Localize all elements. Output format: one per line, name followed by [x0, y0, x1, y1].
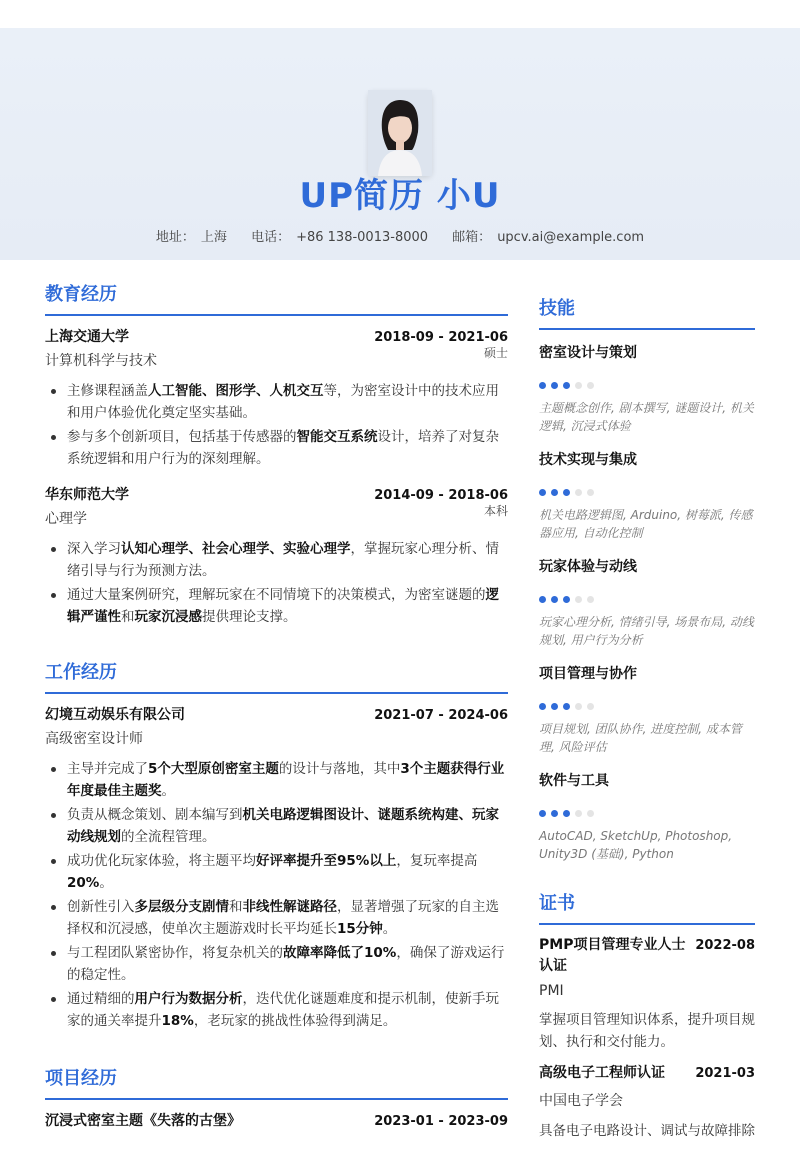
skills-title: 技能: [539, 294, 755, 330]
work-section: [45, 658, 508, 1032]
level-dot: [587, 810, 594, 817]
bold-text: 人工智能、图形学、人机交互: [148, 383, 324, 399]
bold-text: 5个大型原创密室主题: [148, 761, 279, 777]
certificates-title: 证书: [539, 889, 755, 925]
level-dot: [551, 382, 558, 389]
major-name: 计算机科学与技术: [45, 353, 157, 369]
entry-head: [45, 704, 508, 724]
skill-level-dots: [539, 382, 755, 389]
profile-photo: [368, 90, 432, 176]
degree-label: 本科: [483, 504, 508, 518]
bullet-item: 参与多个创新项目，包括基于传感器的智能交互系统设计，培养了对复杂系统逻辑和用户行为的深刻理解。: [45, 426, 508, 470]
contact-address: 地址： 上海: [155, 230, 227, 245]
skill-item: [539, 556, 755, 649]
level-dot: [575, 489, 582, 496]
entry-date: 2021-07 - 2024-06: [374, 708, 508, 723]
level-dot: [539, 810, 546, 817]
certificate-item: [539, 1063, 755, 1142]
bullet-item: 主修课程涵盖人工智能、图形学、人机交互等，为密室设计中的技术应用和用户体验优化奠定坚实基础。: [45, 380, 508, 424]
level-dot: [575, 596, 582, 603]
bold-text: 玩家沉浸感: [134, 609, 202, 625]
bullet-list: [45, 758, 508, 1032]
level-dot: [539, 596, 546, 603]
bullet-item: 成功优化玩家体验，将主题平均好评率提升至95%以上，复玩率提高20%。: [45, 850, 508, 894]
level-dot: [575, 703, 582, 710]
major-name: 心理学: [45, 511, 87, 527]
bullet-list: [45, 380, 508, 470]
skill-name: 玩家体验与动线: [539, 559, 637, 575]
certificate-description: 具备电子电路设计、调试与故障排除: [539, 1123, 755, 1139]
entry-sub: [45, 728, 508, 748]
bold-text: 用户行为数据分析: [134, 991, 243, 1007]
left-column: [45, 280, 508, 1144]
bold-text: 故障率降低了10%: [283, 945, 397, 961]
bold-text: 认知心理学、社会心理学、实验心理学: [121, 541, 351, 557]
bullet-item: 负责从概念策划、剧本编写到机关电路逻辑图设计、谜题系统构建、玩家动线规划的全流程管理。: [45, 804, 508, 848]
skill-item: [539, 342, 755, 435]
certificate-description: 掌握项目管理知识体系，提升项目规划、执行和交付能力。: [539, 1012, 755, 1050]
project-name: 沉浸式密室主题《失落的古堡》: [45, 1113, 241, 1129]
level-dot: [587, 489, 594, 496]
education-section: [45, 280, 508, 628]
certificate-name: 高级电子工程师认证: [539, 1065, 665, 1081]
contact-email: 邮箱： upcv.ai@example.com: [452, 230, 645, 245]
project-entry: [45, 1110, 508, 1130]
cert-head: [539, 935, 755, 977]
skill-description: 主题概念创作, 剧本撰写, 谜题设计, 机关逻辑, 沉浸式体验: [539, 401, 754, 433]
entry-head: [45, 484, 508, 504]
level-dot: [539, 489, 546, 496]
certificate-item: [539, 935, 755, 1053]
skill-level-dots: [539, 810, 755, 817]
level-dot: [539, 703, 546, 710]
certificate-date: 2022-08: [695, 938, 755, 953]
level-dot: [575, 382, 582, 389]
level-dot: [551, 596, 558, 603]
level-dot: [551, 703, 558, 710]
skills-section: [539, 294, 755, 863]
level-dot: [587, 703, 594, 710]
bold-text: 20%: [67, 875, 100, 891]
skill-level-dots: [539, 596, 755, 603]
level-dot: [551, 489, 558, 496]
bullet-item: 通过精细的用户行为数据分析，迭代优化谜题难度和提示机制，使新手玩家的通关率提升18%，老玩家的挑战性体验得到满足。: [45, 988, 508, 1032]
contact-phone: 电话： +86 138-0013-8000: [251, 230, 429, 245]
certificate-issuer: 中国电子学会: [539, 1093, 623, 1109]
certificate-name: PMP项目管理专业人士认证: [539, 937, 686, 974]
bold-text: 多层级分支剧情: [134, 899, 229, 915]
bullet-list: [45, 538, 508, 628]
skill-description: AutoCAD, SketchUp, Photoshop, Unity3D (基础), Python: [539, 829, 733, 861]
projects-title: 项目经历: [45, 1064, 508, 1100]
certificate-date: 2021-03: [695, 1066, 755, 1081]
candidate-name: UP简历 小U: [299, 176, 501, 216]
bold-text: 非线性解谜路径: [242, 899, 337, 915]
entry-sub: [45, 504, 508, 528]
level-dot: [563, 703, 570, 710]
cert-head: [539, 1063, 755, 1084]
level-dot: [587, 596, 594, 603]
skill-level-dots: [539, 703, 755, 710]
right-column: [539, 294, 755, 1152]
job-role: 高级密室设计师: [45, 731, 143, 747]
school-name: 上海交通大学: [45, 329, 129, 345]
bold-text: 机关电路逻辑图设计、谜题系统构建、玩家动线规划: [67, 807, 499, 845]
bold-text: 15分钟: [337, 921, 383, 937]
entry-head: [45, 326, 508, 346]
entry-sub: [45, 346, 508, 370]
level-dot: [587, 382, 594, 389]
skill-item: [539, 449, 755, 542]
entry-date: 2014-09 - 2018-06: [374, 488, 508, 503]
bullet-item: 创新性引入多层级分支剧情和非线性解谜路径，显著增强了玩家的自主选择权和沉浸感，使单次主题游戏时长平均延长15分钟。: [45, 896, 508, 940]
certificates-section: [539, 889, 755, 1142]
degree-label: 硕士: [483, 346, 508, 360]
bold-text: 好评率提升至95%以上: [256, 853, 397, 869]
bullet-item: 主导并完成了5个大型原创密室主题的设计与落地，其中3个主题获得行业年度最佳主题奖。: [45, 758, 508, 802]
bullet-item: 通过大量案例研究，理解玩家在不同情境下的决策模式，为密室谜题的逻辑严谨性和玩家沉浸感提供理论支撑。: [45, 584, 508, 628]
education-entry: [45, 326, 508, 470]
company-name: 幻境互动娱乐有限公司: [45, 707, 185, 723]
work-entry: [45, 704, 508, 1032]
education-entry: [45, 484, 508, 628]
skill-item: [539, 770, 755, 863]
work-title: 工作经历: [45, 658, 508, 694]
skill-description: 玩家心理分析, 情绪引导, 场景布局, 动线规划, 用户行为分析: [539, 615, 754, 647]
projects-section: [45, 1064, 508, 1130]
level-dot: [563, 810, 570, 817]
entry-date: 2023-01 - 2023-09: [374, 1114, 508, 1129]
level-dot: [563, 596, 570, 603]
skill-name: 密室设计与策划: [539, 345, 637, 361]
level-dot: [563, 382, 570, 389]
bold-text: 智能交互系统: [296, 429, 378, 445]
skill-name: 软件与工具: [539, 773, 609, 789]
skill-description: 机关电路逻辑图, Arduino, 树莓派, 传感器应用, 自动化控制: [539, 508, 753, 540]
school-name: 华东师范大学: [45, 487, 129, 503]
certificate-issuer: PMI: [539, 983, 564, 999]
contact-info: [0, 226, 800, 245]
level-dot: [539, 382, 546, 389]
level-dot: [551, 810, 558, 817]
skill-item: [539, 663, 755, 756]
education-title: 教育经历: [45, 280, 508, 316]
entry-date: 2018-09 - 2021-06: [374, 330, 508, 345]
entry-head: [45, 1110, 508, 1130]
skill-name: 技术实现与集成: [539, 452, 637, 468]
level-dot: [575, 810, 582, 817]
bold-text: 逻辑严谨性: [67, 587, 499, 625]
skill-name: 项目管理与协作: [539, 666, 637, 682]
bullet-item: 与工程团队紧密协作，将复杂机关的故障率降低了10%，确保了游戏运行的稳定性。: [45, 942, 508, 986]
avatar-icon: [368, 90, 432, 176]
skill-level-dots: [539, 489, 755, 496]
level-dot: [563, 489, 570, 496]
skill-description: 项目规划, 团队协作, 进度控制, 成本管理, 风险评估: [539, 722, 742, 754]
bold-text: 3个主题获得行业年度最佳主题奖: [67, 761, 505, 799]
bold-text: 18%: [161, 1013, 194, 1029]
bullet-item: 深入学习认知心理学、社会心理学、实验心理学，掌握玩家心理分析、情绪引导与行为预测方法。: [45, 538, 508, 582]
